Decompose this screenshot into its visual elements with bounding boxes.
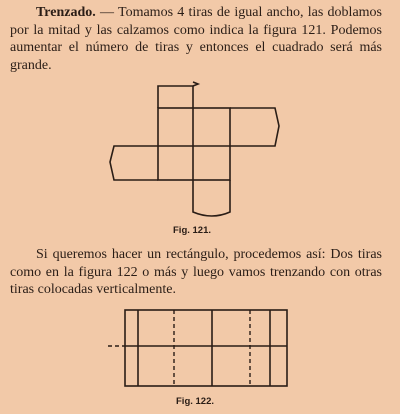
figure-121-caption: Fig. 121.: [173, 225, 212, 236]
figure-122-diagram: [108, 310, 287, 386]
strip-top-left-edge: [158, 86, 193, 108]
strip-left: [110, 146, 158, 180]
section-title: Trenzado.: [36, 5, 96, 20]
strip-bottom: [193, 180, 230, 216]
grid-block: [158, 108, 230, 180]
weave-outline: [125, 310, 287, 386]
strip-top-fold: [193, 82, 198, 86]
paragraph-text: — Tomamos 4 tiras de igual ancho, las doblamos por la mitad y las calzamos como indica la figura 121. Podemos aumentar el número de tiras y entonces el cuadrado será más grande.: [10, 5, 382, 73]
figure-122-caption: Fig. 122.: [176, 396, 215, 407]
strip-right: [230, 108, 279, 146]
paragraph-rectangulo: Si queremos hacer un rectángulo, procedemos así: Dos tiras como en la figura 122 o más y luego vamos trenzando con otras tiras colocadas verticalmente.: [10, 247, 382, 297]
